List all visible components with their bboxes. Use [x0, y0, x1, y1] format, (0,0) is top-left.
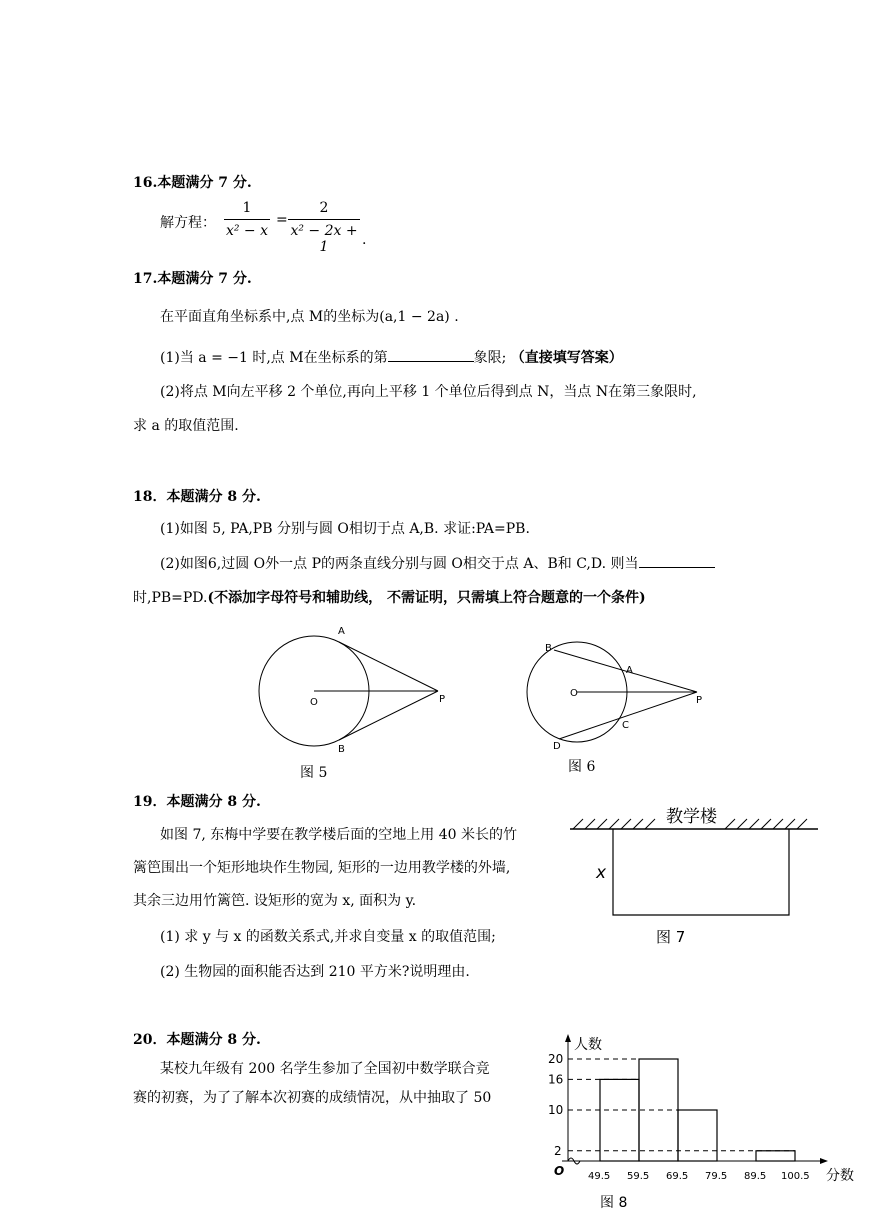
- q16-title: 16.本题满分 7 分.: [133, 175, 252, 191]
- q18-part1: (1)如图 5, PA,PB 分别与圆 O相切于点 A,B. 求证:PA=PB.: [160, 521, 530, 537]
- fig6-label-c: C: [622, 720, 629, 731]
- q17-line1: 在平面直角坐标系中,点 M的坐标为(a,1 − 2a) .: [160, 309, 459, 325]
- figure-7: [565, 800, 825, 950]
- hist-x-arrow: [820, 1158, 828, 1164]
- q16-equals: =: [276, 212, 288, 228]
- hist-x-tick-label: 49.5: [588, 1171, 611, 1182]
- q18-title: 18．本题满分 8 分.: [133, 489, 261, 505]
- hist-y-tick-label: 10: [548, 1103, 564, 1117]
- hist-x-tick-label: 79.5: [705, 1171, 728, 1182]
- hist-x-tick-label: 59.5: [627, 1171, 650, 1182]
- q18-part2-text: (2)如图6,过圆 O外一点 P的两条直线分别与圆 O相交于点 A、B和 C,D. 则当: [160, 556, 639, 572]
- fig5-label-a: A: [338, 626, 345, 637]
- q19-line2: 篱笆围出一个矩形地块作生物园, 矩形的一边用教学楼的外墙,: [133, 860, 511, 876]
- q18-answer-blank[interactable]: [639, 567, 715, 568]
- q18-part2-line1: [160, 553, 715, 573]
- fig5-label-o: O: [310, 697, 318, 708]
- fig6-label-d: D: [553, 741, 561, 752]
- fig5-caption: 图 5: [300, 765, 328, 781]
- q17-title: 17.本题满分 7 分.: [133, 271, 252, 287]
- q20-title: 20．本题满分 8 分.: [133, 1032, 261, 1048]
- q17-part1: [160, 347, 623, 367]
- hist-y-tick-label: 16: [548, 1072, 564, 1087]
- figure-5: [255, 618, 455, 768]
- fig6-caption: 图 6: [568, 759, 596, 775]
- q16-right-denominator: x² − 2x + 1: [290, 223, 358, 255]
- fig5-tangent-pa: [339, 642, 438, 691]
- hist-bar: [678, 1110, 717, 1161]
- figure-6: [525, 633, 715, 758]
- q16-prompt: 解方程：: [160, 215, 216, 231]
- q16-period: .: [362, 232, 367, 248]
- hist-x-tick-label: 89.5: [744, 1171, 767, 1182]
- fig5-label-b: B: [338, 744, 345, 755]
- q16-left-fraction: [224, 200, 270, 239]
- fig8-caption: 图 8: [600, 1195, 628, 1211]
- fig7-rectangle: [613, 829, 789, 915]
- hist-origin: O: [554, 1164, 565, 1178]
- hist-y-label: 人数: [574, 1037, 602, 1053]
- q19-line3: 其余三边用竹篱笆. 设矩形的宽为 x, 面积为 y.: [133, 893, 417, 909]
- q19-part2: (2) 生物园的面积能否达到 210 平方米?说明理由.: [160, 964, 470, 980]
- q19-part1: (1) 求 y 与 x 的函数关系式,并求自变量 x 的取值范围;: [160, 929, 496, 945]
- fig6-secant-pcd: [559, 692, 697, 739]
- q20-line1: 某校九年级有 200 名学生参加了全国初中数学联合竞: [160, 1061, 490, 1077]
- fig5-label-p: P: [439, 694, 446, 705]
- q17-part1-note: （直接填写答案）: [510, 350, 623, 366]
- q17-part1-suffix: 象限;: [473, 350, 507, 366]
- fig6-label-o: O: [570, 688, 578, 699]
- q19-title: 19．本题满分 8 分.: [133, 794, 261, 810]
- q16-right-numerator: 2: [319, 200, 329, 216]
- fig7-side-x: x: [596, 863, 607, 883]
- fig6-label-p: P: [696, 695, 703, 706]
- q18-part2-condition: 时,PB=PD.: [133, 590, 208, 606]
- q19-line1: 如图 7, 东梅中学要在教学楼后面的空地上用 40 米长的竹: [160, 827, 517, 843]
- fig5-tangent-pb: [339, 691, 438, 740]
- hist-y-tick-label: 20: [548, 1052, 564, 1066]
- q17-part1-text: (1)当 a = −1 时,点 M在坐标系的第: [160, 350, 388, 366]
- q17-part2-line1: (2)将点 M向左平移 2 个单位,再向上平移 1 个单位后得到点 N，当点 N在第三象限时,: [160, 384, 697, 400]
- q16-left-denominator: x² − x: [225, 223, 269, 239]
- hist-x-tick-label: 100.5: [781, 1171, 810, 1182]
- hist-x-tick-label: 69.5: [666, 1171, 689, 1182]
- q16-left-numerator: 1: [242, 200, 252, 216]
- hist-y-arrow: [565, 1034, 571, 1042]
- fig7-caption: 图 7: [656, 928, 686, 946]
- q18-part2-note: (不添加字母符号和辅助线， 不需证明，只需填上符合题意的一个条件): [207, 590, 646, 606]
- q17-part2-line2: 求 a 的取值范围.: [133, 418, 239, 434]
- fig6-label-a: A: [626, 665, 633, 676]
- q20-line2: 赛的初赛，为了了解本次初赛的成绩情况，从中抽取了 50: [133, 1090, 492, 1106]
- q18-part2-line2: [133, 587, 646, 607]
- figure-8-histogram: [540, 1030, 865, 1228]
- hist-x-label: 分数: [826, 1168, 854, 1184]
- fig6-label-b: B: [545, 643, 552, 654]
- fig7-building-label: 教学楼: [666, 807, 717, 827]
- hist-y-tick-label: 2: [554, 1143, 562, 1158]
- hist-bar: [600, 1079, 639, 1161]
- q17-answer-blank[interactable]: [388, 361, 474, 362]
- hist-bar: [756, 1151, 795, 1161]
- q16-right-fraction: [288, 200, 360, 255]
